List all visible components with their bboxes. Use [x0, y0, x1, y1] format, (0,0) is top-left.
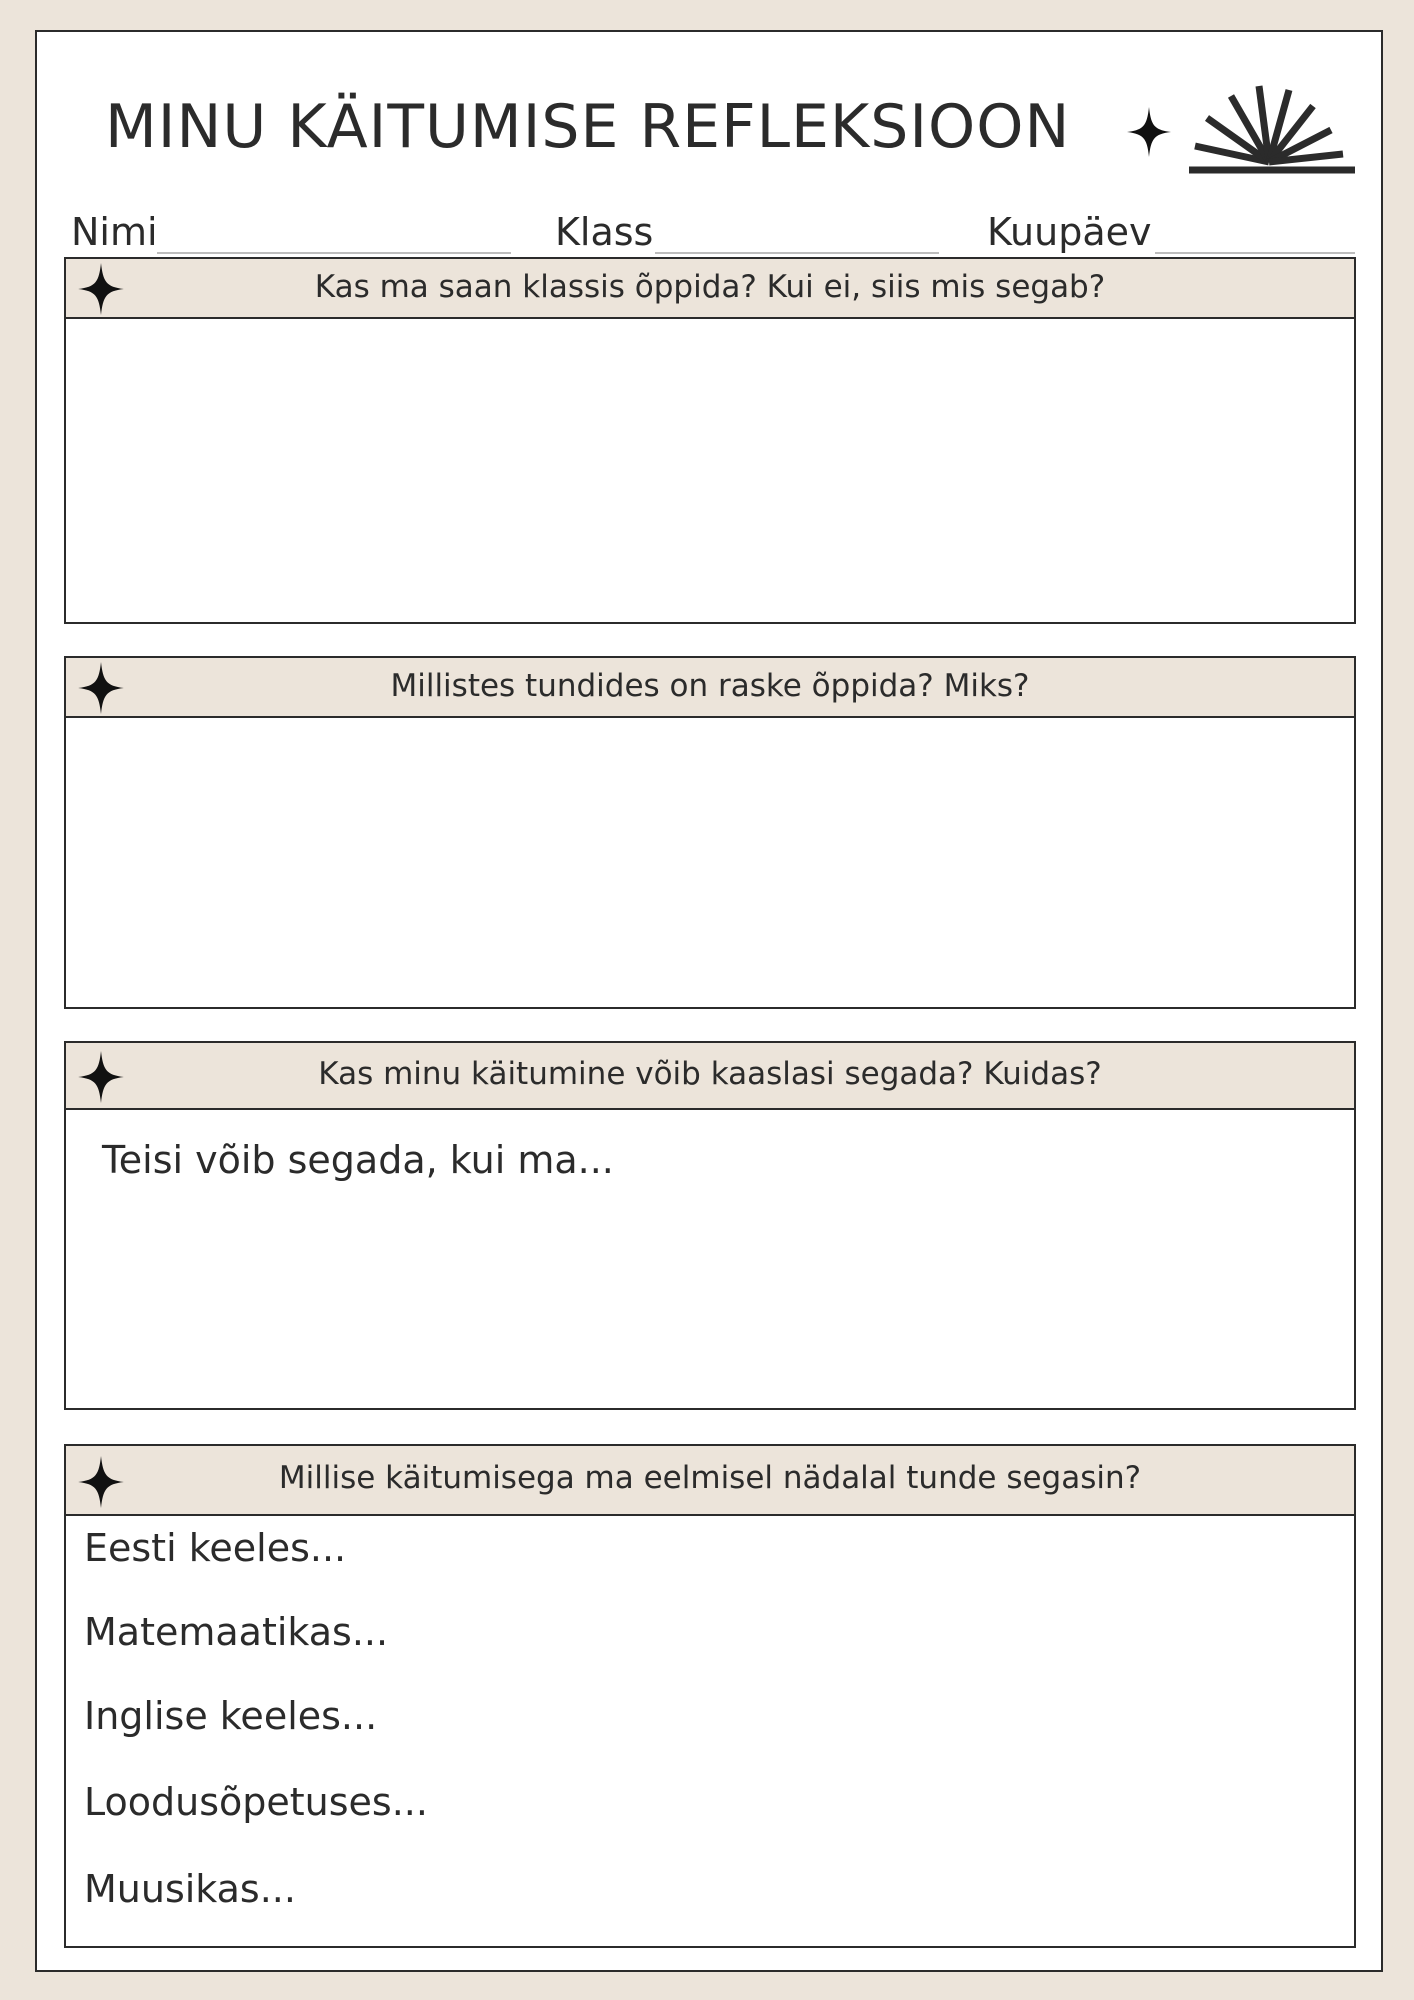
answer-area[interactable]: [66, 1516, 1354, 1946]
four-point-star-icon: [78, 263, 124, 315]
section-last-week: [64, 1444, 1356, 1948]
four-point-star-icon: [1127, 107, 1171, 157]
date-input-line[interactable]: [1155, 252, 1355, 254]
four-point-star-icon: [78, 1051, 124, 1103]
subject-nature-studies: Loodusõpetuses...: [84, 1780, 428, 1824]
name-input-line[interactable]: [157, 252, 511, 254]
subject-english: Inglise keeles...: [84, 1694, 378, 1738]
section-header: [66, 1446, 1354, 1516]
section-header: [66, 259, 1354, 319]
section-header: [66, 1043, 1354, 1110]
four-point-star-icon: [78, 662, 124, 714]
section-question: Millistes tundides on raske õppida? Miks?: [390, 668, 1030, 704]
answer-area[interactable]: [66, 718, 1354, 1007]
four-point-star-icon: [78, 1456, 124, 1508]
class-input-line[interactable]: [655, 252, 939, 254]
date-field: [987, 210, 1151, 254]
section-question: Millise käitumisega ma eelmisel nädalal tunde segasin?: [278, 1460, 1142, 1496]
section-header: [66, 658, 1354, 718]
sunburst-icon: [1187, 84, 1357, 176]
section-question: Kas minu käitumine võib kaaslasi segada? Kuidas?: [318, 1056, 1102, 1092]
section-behavior-impact: [64, 1041, 1356, 1410]
section-difficult-lessons: [64, 656, 1356, 1009]
subject-music: Muusikas...: [84, 1867, 296, 1911]
subject-estonian: Eesti keeles...: [84, 1526, 347, 1570]
page-title: MINU KÄITUMISE REFLEKSIOON: [105, 92, 1071, 162]
section-question: Kas ma saan klassis õppida? Kui ei, siis mis segab?: [314, 269, 1106, 305]
class-label: Klass: [555, 210, 654, 254]
class-field: [555, 210, 653, 254]
answer-area[interactable]: [66, 1110, 1354, 1408]
name-field: [71, 210, 158, 254]
name-label: Nimi: [71, 210, 158, 254]
sentence-starter: Teisi võib segada, kui ma...: [102, 1138, 614, 1182]
date-label: Kuupäev: [987, 210, 1152, 254]
answer-area[interactable]: [66, 319, 1354, 622]
section-learning: [64, 257, 1356, 624]
subject-math: Matemaatikas...: [84, 1610, 389, 1654]
